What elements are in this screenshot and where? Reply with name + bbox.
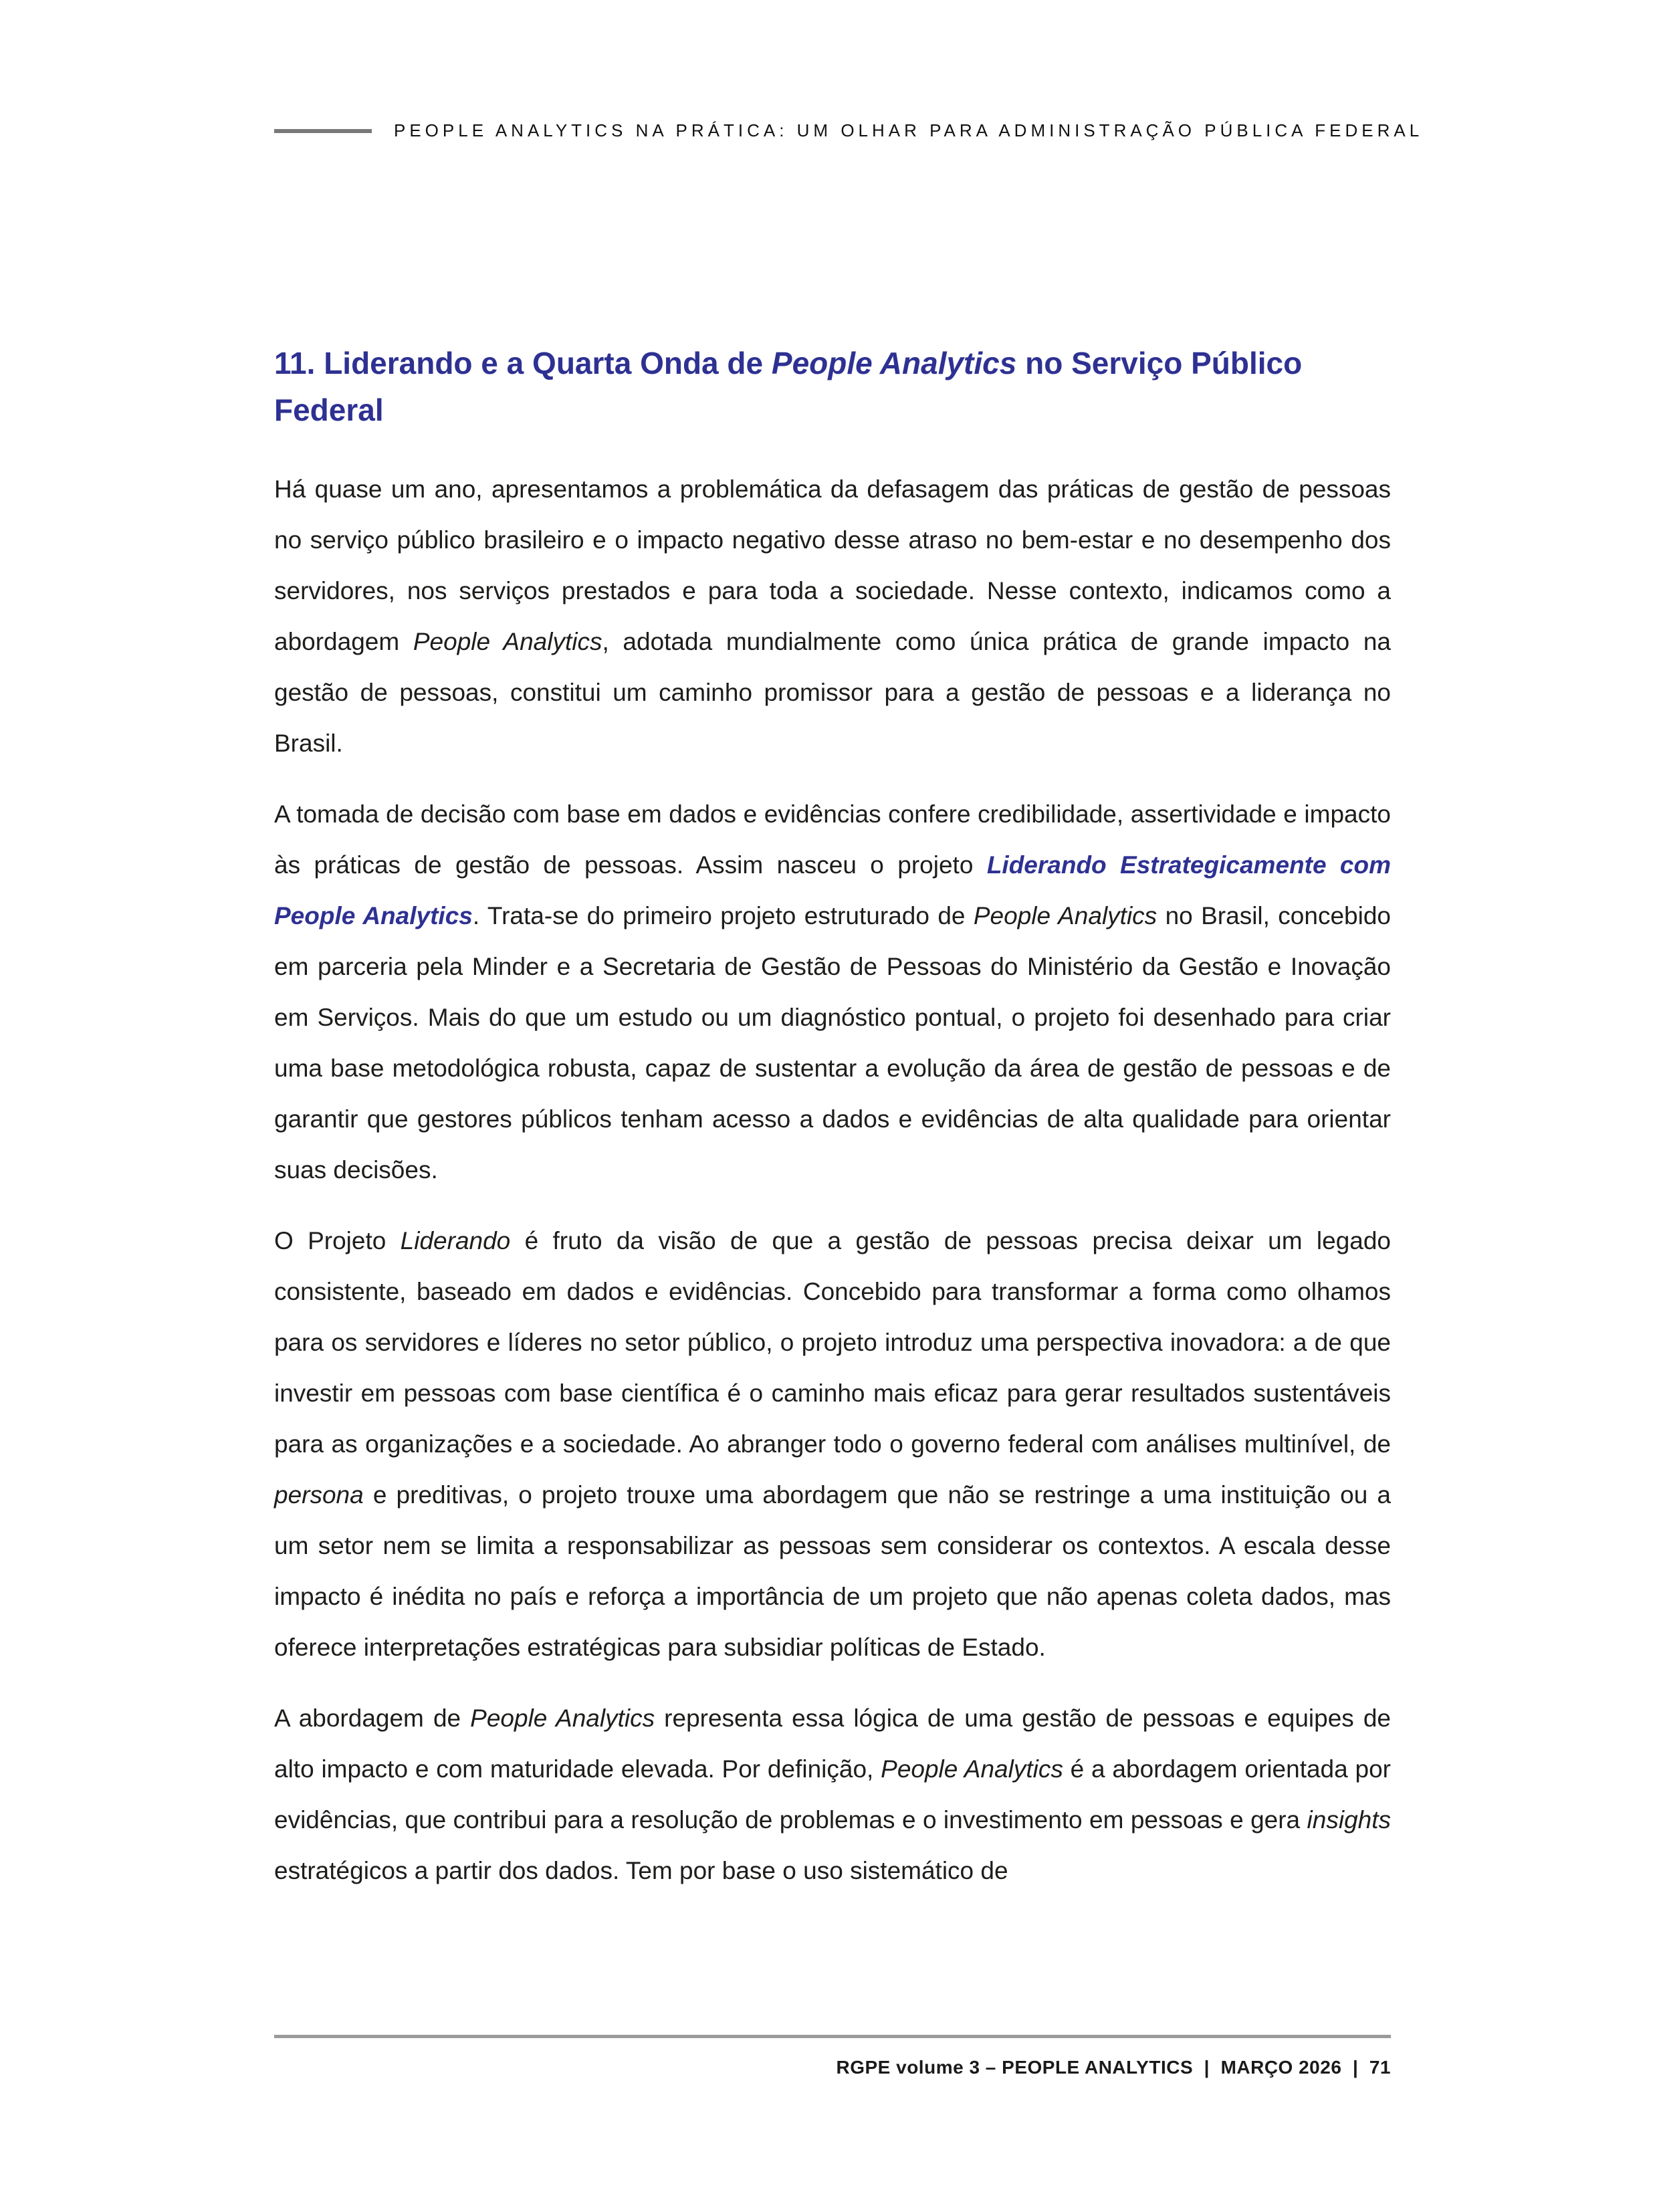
text-segment: é fruto da visão de que a gestão de pessoas precisa deixar um legado consistente, baseado em dados e evidências. Concebido para transformar a forma como olhamos para os servidores e líderes no setor público, o projeto introduz uma perspectiva inovadora: a de que investir em pessoas com base científica é o caminho mais eficaz para gerar resultados sustentáveis para as organizações e a sociedade. Ao abranger todo o governo federal com análises multinível, de xyxy=(274,1227,1392,1458)
text-segment: A tomada de decisão com base em dados e evidências confere credibilidade, assertividade e impacto às práticas de gestão de pessoas. Assim nasceu o projeto xyxy=(274,800,1391,879)
footer-text: RGPE volume 3 – PEOPLE ANALYTICS | MARÇO 2026 | 71 xyxy=(836,2057,1391,2078)
text-segment: 11. Liderando e a Quarta Onda de xyxy=(274,346,772,380)
text-segment: e preditivas, o projeto trouxe uma abordagem que não se restringe a uma instituição ou a um setor nem se limita a responsabilizar as pessoas sem considerar os contextos. A escala desse impacto é inédita no país e reforça a importância de um projeto que não apenas coleta dados, mas oferece interpretações estratégicas para subsidiar políticas de Estado. xyxy=(274,1481,1391,1661)
text-segment: no Brasil, concebido em parceria pela Minder e a Secretaria de Gestão de Pessoas do Ministério da Gestão e Inovação em Serviços. Mais do que um estudo ou um diagnóstico pontual, o projeto foi desenhado para criar uma base metodológica robusta, capaz de sustentar a evolução da área de gestão de pessoas e de garantir que gestores públicos tenham acesso a dados e evidências de alta qualidade para orientar suas decisões. xyxy=(274,902,1391,1184)
styled-text-segment: People Analytics xyxy=(413,628,602,655)
text-segment: Há quase um ano, apresentamos a problemática da defasagem das práticas de gestão de pessoas no serviço público brasileiro e o impacto negativo desse atraso no bem-estar e no desempenho dos servidores, nos serviços prestados e para toda a sociedade. Nesse contexto, indicamos como a abordagem xyxy=(274,475,1391,655)
text-segment: , adotada mundialmente como única prática de grande impacto na gestão de pessoas, constitui um caminho promissor para a gestão de pessoas e a liderança no Brasil. xyxy=(274,628,1392,757)
text-segment: O Projeto xyxy=(274,1227,401,1254)
paragraph xyxy=(274,789,1391,1196)
page-content xyxy=(274,340,1391,1896)
text-segment: é a abordagem orientada por evidências, que contribui para a resolução de problemas e o investimento em pessoas e gera xyxy=(274,1755,1391,1834)
running-header xyxy=(274,120,1424,141)
running-header-title: PEOPLE ANALYTICS NA PRÁTICA: UM OLHAR PARA ADMINISTRAÇÃO PÚBLICA FEDERAL xyxy=(394,120,1424,140)
styled-text-segment: Liderando xyxy=(400,1227,511,1254)
text-segment: estratégicos a partir dos dados. Tem por base o uso sistemático de xyxy=(274,1857,1008,1884)
text-segment: A abordagem de xyxy=(274,1704,471,1732)
header-rule xyxy=(274,129,372,133)
paragraph xyxy=(274,464,1391,769)
footer-rule xyxy=(274,2035,1391,2038)
paragraph xyxy=(274,1216,1391,1673)
styled-text-segment: People Analytics xyxy=(470,1704,655,1732)
styled-text-segment: People Analytics xyxy=(973,902,1157,929)
styled-text-segment: persona xyxy=(274,1481,364,1509)
text-segment: no Serviço Público Federal xyxy=(274,346,1303,427)
styled-text-segment: People Analytics xyxy=(771,346,1017,380)
styled-text-segment: People Analytics xyxy=(881,1755,1063,1783)
styled-text-segment: insights xyxy=(1307,1806,1391,1834)
text-segment: . Trata-se do primeiro projeto estruturado de xyxy=(472,902,974,929)
paragraph xyxy=(274,1693,1391,1896)
styled-text-segment: Liderando Estrategicamente com People Analytics xyxy=(274,851,1391,929)
body-text xyxy=(274,464,1391,1896)
page-title xyxy=(274,340,1391,433)
text-segment: representa essa lógica de uma gestão de pessoas e equipes de alto impacto e com maturidade elevada. Por definição, xyxy=(274,1704,1391,1783)
